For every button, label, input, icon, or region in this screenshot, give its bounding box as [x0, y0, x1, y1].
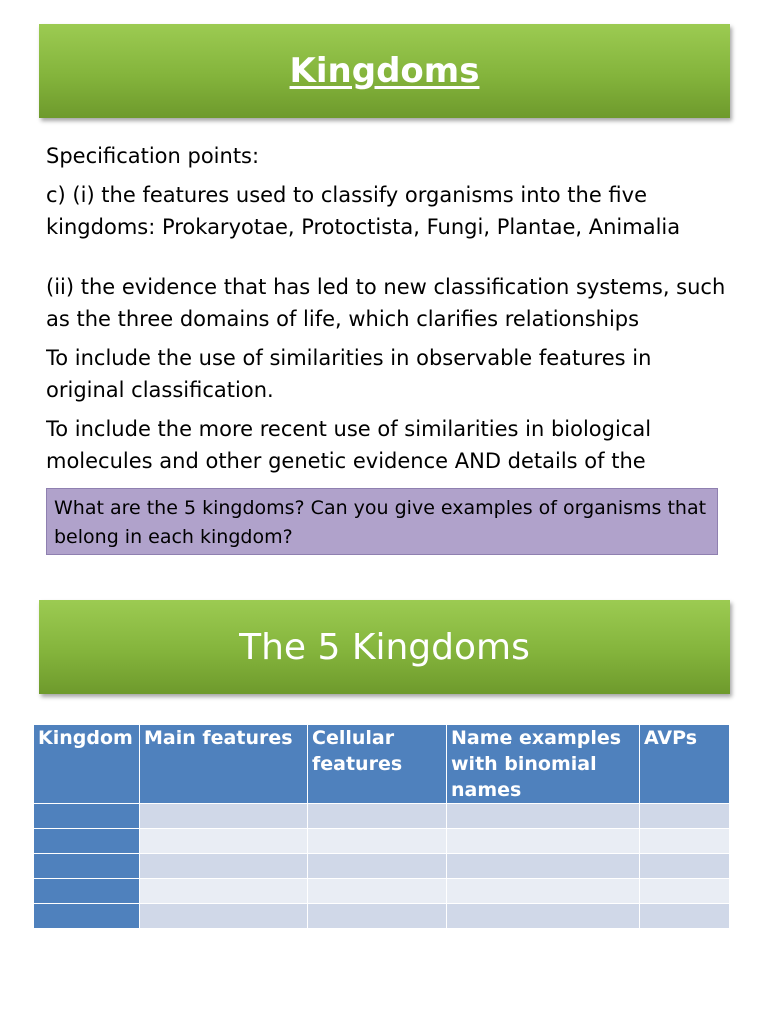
- table-cell[interactable]: [308, 854, 447, 879]
- page-title: Kingdoms: [289, 51, 480, 91]
- spec-heading: Specification points:: [46, 144, 260, 168]
- table-cell[interactable]: [447, 829, 640, 854]
- table-row: [34, 879, 730, 904]
- question-box: [46, 488, 718, 555]
- table-row: [34, 804, 730, 829]
- table-cell[interactable]: [140, 804, 308, 829]
- table-cell[interactable]: [34, 829, 140, 854]
- section-banner: [39, 600, 730, 694]
- table-cell[interactable]: [308, 829, 447, 854]
- table-row: [34, 854, 730, 879]
- table-cell[interactable]: [640, 854, 730, 879]
- table-cell[interactable]: [640, 829, 730, 854]
- title-banner: [39, 24, 730, 118]
- table-cell[interactable]: [34, 854, 140, 879]
- table-cell[interactable]: [447, 804, 640, 829]
- table-cell[interactable]: [140, 904, 308, 929]
- table-header-row: [34, 725, 730, 804]
- specification-text: [46, 140, 736, 485]
- table-cell[interactable]: [640, 879, 730, 904]
- header-name-examples: Name examples with binomial names: [447, 725, 640, 804]
- table-cell[interactable]: [447, 904, 640, 929]
- spec-point-ii: (ii) the evidence that has led to new classification systems, such as the three domains of life, which clarifies relationships: [46, 275, 726, 331]
- section-title: The 5 Kingdoms: [239, 626, 530, 668]
- table-cell[interactable]: [140, 829, 308, 854]
- table-cell[interactable]: [308, 804, 447, 829]
- table-cell[interactable]: [447, 879, 640, 904]
- header-avps: AVPs: [640, 725, 730, 804]
- table-cell[interactable]: [308, 904, 447, 929]
- spec-include-observable: To include the use of similarities in observable features in original classification.: [46, 346, 652, 402]
- kingdoms-table: [33, 724, 730, 929]
- table-cell[interactable]: [34, 879, 140, 904]
- table-row: [34, 904, 730, 929]
- header-main-features: Main features: [140, 725, 308, 804]
- table-cell[interactable]: [34, 904, 140, 929]
- table-cell[interactable]: [640, 804, 730, 829]
- table-row: [34, 829, 730, 854]
- question-text: What are the 5 kingdoms? Can you give examples of organisms that belong in each kingdom?: [54, 497, 707, 548]
- table-cell[interactable]: [140, 879, 308, 904]
- table-cell[interactable]: [140, 854, 308, 879]
- header-cellular-features: Cellular features: [308, 725, 447, 804]
- table-cell[interactable]: [447, 854, 640, 879]
- table-cell[interactable]: [640, 904, 730, 929]
- spec-point-c-i: c) (i) the features used to classify organisms into the five kingdoms: Prokaryotae, Protoctista, Fungi, Plantae, Animalia: [46, 183, 681, 239]
- spec-include-molecular: To include the more recent use of similarities in biological molecules and other genetic evidence AND details of the: [46, 417, 652, 473]
- table-cell[interactable]: [34, 804, 140, 829]
- table-cell[interactable]: [308, 879, 447, 904]
- header-kingdom: Kingdom: [34, 725, 140, 804]
